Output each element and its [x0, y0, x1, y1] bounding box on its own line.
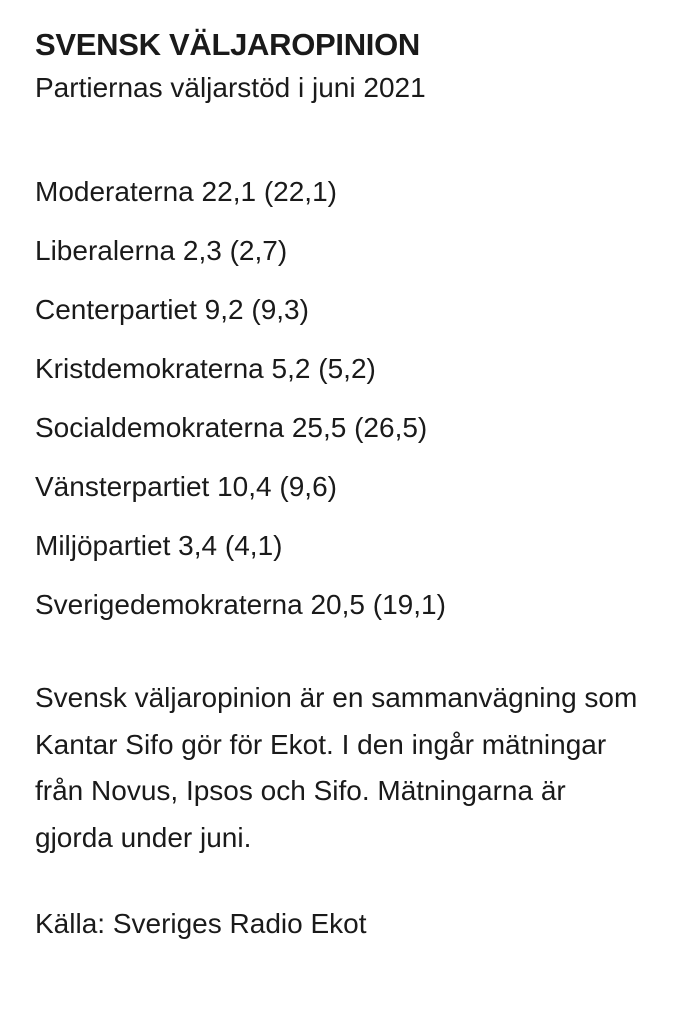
page-title: SVENSK VÄLJAROPINION	[35, 27, 421, 62]
party-value: 3,4	[178, 530, 218, 561]
party-row-sverigedemokraterna	[35, 575, 654, 634]
party-previous-value: (5,2)	[318, 353, 376, 384]
party-value: 22,1	[201, 176, 257, 207]
party-name: Kristdemokraterna	[35, 353, 264, 384]
party-previous-value: (4,1)	[224, 530, 283, 561]
party-name: Centerpartiet	[35, 294, 197, 325]
party-previous-value: (2,7)	[229, 235, 288, 266]
page-subtitle: Partiernas väljarstöd i juni 2021	[35, 72, 426, 103]
party-value: 20,5	[310, 589, 365, 620]
party-row-miljopartiet	[35, 516, 654, 575]
party-name: Socialdemokraterna	[35, 412, 285, 443]
party-row-kristdemokraterna	[35, 339, 654, 398]
party-value: 9,2	[204, 294, 244, 325]
party-value: 10,4	[217, 471, 272, 502]
party-previous-value: (22,1)	[263, 176, 337, 207]
party-previous-value: (19,1)	[372, 589, 446, 620]
party-name: Sverigedemokraterna	[35, 589, 303, 620]
party-name: Vänsterpartiet	[35, 471, 210, 502]
party-name: Moderaterna	[35, 176, 194, 207]
party-row-moderaterna	[35, 162, 654, 221]
article-content	[35, 22, 654, 947]
party-row-liberalerna	[35, 221, 654, 280]
party-name: Miljöpartiet	[35, 530, 171, 561]
party-support-list	[35, 162, 654, 634]
party-value: 5,2	[271, 353, 311, 384]
source-line: Källa: Sveriges Radio Ekot	[35, 908, 367, 939]
party-name: Liberalerna	[35, 235, 176, 266]
party-previous-value: (9,6)	[279, 471, 337, 502]
party-previous-value: (26,5)	[354, 412, 428, 443]
party-value: 25,5	[291, 412, 347, 443]
party-row-socialdemokraterna	[35, 398, 654, 457]
party-row-centerpartiet	[35, 280, 654, 339]
party-value: 2,3	[182, 235, 222, 266]
party-row-vansterpartiet	[35, 457, 654, 516]
description-paragraph: Svensk väljaropinion är en sammanvägning som Kantar Sifo gör för Ekot. I den ingår mätningar från Novus, Ipsos och Sifo. Mätningarna är gjorda under juni.	[35, 682, 638, 853]
party-previous-value: (9,3)	[251, 294, 309, 325]
